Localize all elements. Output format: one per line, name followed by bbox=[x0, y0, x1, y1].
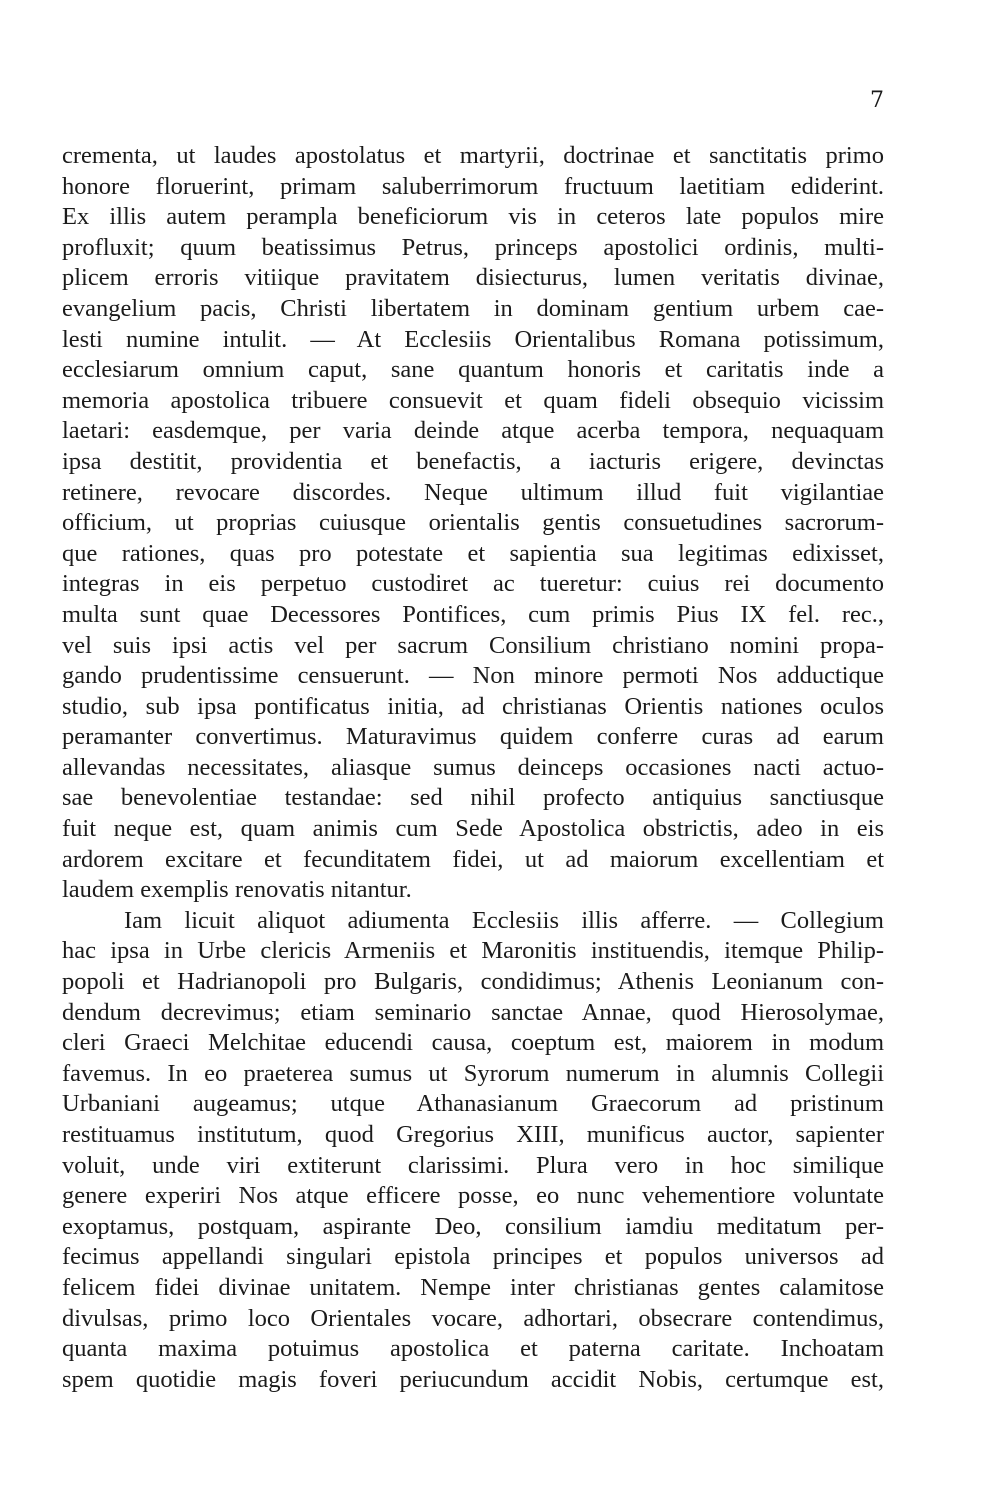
text-line: integras in eis perpetuo custodiret ac tueretur: cuius rei documento bbox=[62, 570, 884, 598]
text-line: voluit, unde viri extiterunt clarissimi. Plura vero in hoc similique bbox=[62, 1151, 884, 1179]
text-line: Iam licuit aliquot adiumenta Ecclesiis illis afferre. — Collegium bbox=[124, 906, 884, 934]
text-line: genere experiri Nos atque efficere posse, eo nunc vehementiore voluntate bbox=[62, 1182, 884, 1210]
text-line: Ex illis autem perampla beneficiorum vis in ceteros late populos mire bbox=[62, 203, 884, 231]
text-line: fuit neque est, quam animis cum Sede Apostolica obstrictis, adeo in eis bbox=[62, 815, 884, 843]
text-line: crementa, ut laudes apostolatus et martyrii, doctrinae et sanctitatis primo bbox=[62, 142, 884, 169]
text-line: honore floruerint, primam saluberrimorum fructuum laetitiam ediderint. bbox=[62, 172, 884, 200]
text-line: allevandas necessitates, aliasque sumus deinceps occasiones nacti actuo- bbox=[62, 753, 884, 781]
text-line: gando prudentissime censuerunt. — Non minore permoti Nos adductique bbox=[62, 662, 884, 690]
text-line: sae benevolentiae testandae: sed nihil profecto antiquius sanctiusque bbox=[62, 784, 884, 812]
text-line: fecimus appellandi singulari epistola principes et populos universos ad bbox=[62, 1243, 884, 1271]
text-line: officium, ut proprias cuiusque orientalis gentis consuetudines sacrorum- bbox=[62, 509, 884, 537]
text-line: hac ipsa in Urbe clericis Armeniis et Maronitis instituendis, itemque Philip- bbox=[62, 937, 884, 965]
text-line: divulsas, primo loco Orientales vocare, adhortari, obsecrare contendimus, bbox=[62, 1304, 884, 1332]
text-line: vel suis ipsi actis vel per sacrum Consilium christiano nomini propa- bbox=[62, 631, 884, 659]
body-text bbox=[62, 141, 884, 1395]
text-line: exoptamus, postquam, aspirante Deo, consilium iamdiu meditatum per- bbox=[62, 1212, 884, 1240]
text-line: felicem fidei divinae unitatem. Nempe inter christianas gentes calamitose bbox=[62, 1273, 884, 1301]
text-line: laetari: easdemque, per varia deinde atque acerba tempora, nequaquam bbox=[62, 417, 884, 445]
text-line: cleri Graeci Melchitae educendi causa, coeptum est, maiorem in modum bbox=[62, 1029, 884, 1057]
text-line: profluxit; quum beatissimus Petrus, princeps apostolici ordinis, multi- bbox=[62, 233, 884, 261]
text-line: laudem exemplis renovatis nitantur. bbox=[62, 876, 412, 904]
text-line: multa sunt quae Decessores Pontifices, cum primis Pius IX fel. rec., bbox=[62, 600, 884, 628]
text-line: spem quotidie magis foveri periucundum accidit Nobis, certumque est, bbox=[62, 1365, 884, 1393]
text-line: ecclesiarum omnium caput, sane quantum honoris et caritatis inde a bbox=[62, 356, 884, 384]
text-line: lesti numine intulit. — At Ecclesiis Orientalibus Romana potissimum, bbox=[62, 325, 884, 353]
text-line: ipsa destitit, providentia et benefactis, a iacturis erigere, devinctas bbox=[62, 447, 884, 475]
text-line: evangelium pacis, Christi libertatem in dominam gentium urbem cae- bbox=[62, 294, 884, 322]
text-line: retinere, revocare discordes. Neque ultimum illud fuit vigilantiae bbox=[62, 478, 884, 506]
text-line: plicem erroris vitiique pravitatem disiecturus, lumen veritatis divinae, bbox=[62, 264, 884, 292]
text-line: que rationes, quas pro potestate et sapientia sua legitimas edixisset, bbox=[62, 539, 884, 567]
text-line: peramanter convertimus. Maturavimus quidem conferre curas ad earum bbox=[62, 723, 884, 751]
text-line: popoli et Hadrianopoli pro Bulgaris, condidimus; Athenis Leonianum con- bbox=[62, 968, 884, 996]
text-line: dendum decrevimus; etiam seminario sanctae Annae, quod Hierosolymae, bbox=[62, 998, 884, 1026]
text-line: ardorem excitare et fecunditatem fidei, ut ad maiorum excellentiam et bbox=[62, 845, 884, 873]
text-line: memoria apostolica tribuere consuevit et quam fideli obsequio vicissim bbox=[62, 386, 884, 414]
text-line: favemus. In eo praeterea sumus ut Syrorum numerum in alumnis Collegii bbox=[62, 1059, 884, 1087]
text-line: restituamus institutum, quod Gregorius XIII, munificus auctor, sapienter bbox=[62, 1121, 884, 1148]
page-number: 7 bbox=[870, 88, 884, 113]
text-line: Urbaniani augeamus; utque Athanasianum Graecorum ad pristinum bbox=[62, 1090, 884, 1118]
text-line: studio, sub ipsa pontificatus initia, ad christianas Orientis nationes oculos bbox=[62, 692, 884, 720]
text-line: quanta maxima potuimus apostolica et paterna caritate. Inchoatam bbox=[62, 1335, 884, 1363]
